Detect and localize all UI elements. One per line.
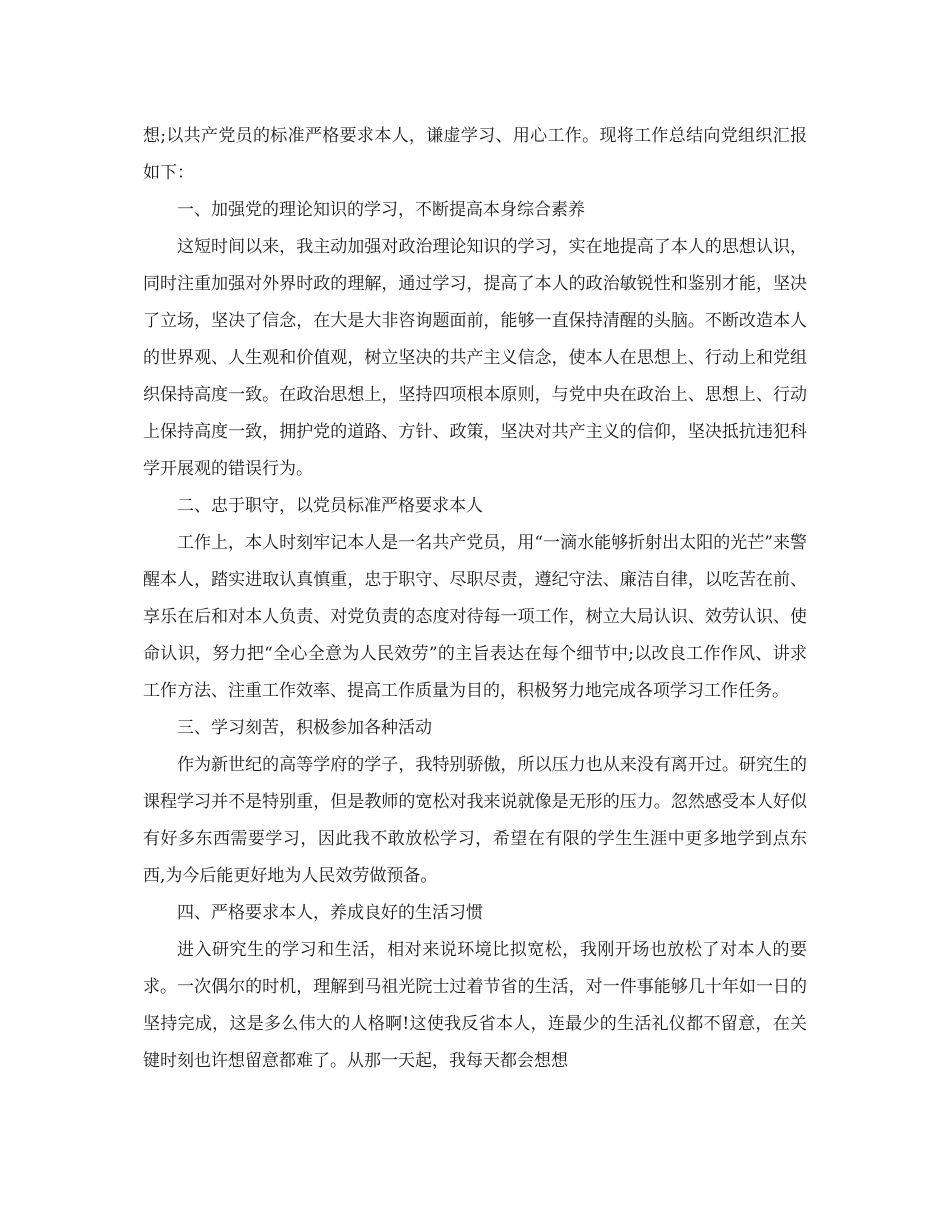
intro-paragraph: 想;以共产党员的标准严格要求本人，谦虚学习、用心工作。现将工作总结向党组织汇报如下：	[143, 126, 807, 183]
section-paragraph-2: 工作上，本人时刻牢记本人是一名共产党员，用“一滴水能够折射出太阳的光芒”来警醒本人，踏实进取认真慎重，忠于职守、尽职尽责，遵纪守法、廉洁自律，以吃苦在前、享乐在后和对本人负责、对党负责的态度对待每一项工作，树立大局认识、效劳认识、使命认识，努力把“全心全意为人民效劳”的主旨表达在每个细节中;以改良工作作风、讲求工作方法、注重工作效率、提高工作质量为目的，积极努力地完成各项学习工作任务。	[143, 533, 807, 701]
section-paragraph-1: 这短时间以来，我主动加强对政治理论知识的学习，实在地提高了本人的思想认识，同时注重加强对外界时政的理解，通过学习，提高了本人的政治敏锐性和鉴别才能，坚决了立场，坚决了信念，在大是大非咨询题面前，能够一直保持清醒的头脑。不断改造本人的世界观、人生观和价值观，树立坚决的共产主义信念，使本人在思想上、行动上和党组织保持高度一致。在政治思想上，坚持四项根本原则，与党中央在政治上、思想上、行动上保持高度一致，拥护党的道路、方针、政策，坚决对共产主义的信仰，坚决抵抗违犯科学开展观的错误行为。	[143, 237, 807, 479]
section-paragraph-4: 进入研究生的学习和生活，相对来说环境比拟宽松，我刚开场也放松了对本人的要求。一次偶尔的时机，理解到马祖光院士过着节省的生活，对一件事能够几十年如一日的坚持完成，这是多么伟大的人格啊!这使我反省本人，连最少的生活礼仪都不留意，在关键时刻也许想留意都难了。从那一天起，我每天都会想想	[143, 940, 807, 1071]
section-heading-2: 二、忠于职守，以党员标准严格要求本人	[177, 496, 483, 516]
section-paragraph-3: 作为新世纪的高等学府的学子，我特别骄傲，所以压力也从来没有离开过。研究生的课程学习并不是特别重，但是教师的宽松对我来说就像是无形的压力。忽然感受本人好似有好多东西需要学习，因此我不敢放松学习，希望在有限的学生生涯中更多地学到点东西,为今后能更好地为人民效劳做预备。	[143, 755, 807, 886]
document-body	[143, 118, 807, 1080]
section-heading-3: 三、学习刻苦，积极参加各种活动	[177, 718, 432, 738]
section-heading-1: 一、加强党的理论知识的学习，不断提高本身综合素养	[177, 200, 585, 220]
section-heading-4: 四、严格要求本人，养成良好的生活习惯	[177, 903, 483, 923]
